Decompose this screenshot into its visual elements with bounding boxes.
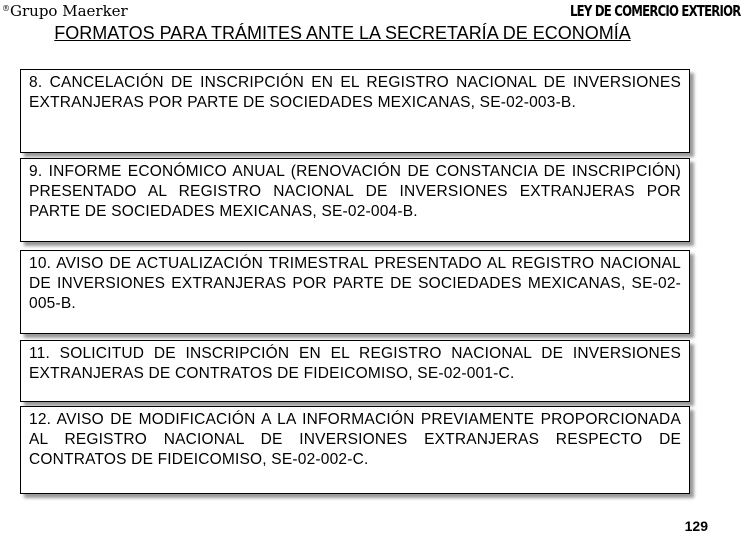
format-item-text: 10. AVISO DE ACTUALIZACIÓN TRIMESTRAL PRESENTADO AL REGISTRO NACIONAL DE INVERSIONES EXTRANJERAS POR PARTE DE SOCIEDADES MEXICANAS, SE-02-005-B. <box>29 255 681 312</box>
brand-logo <box>2 2 128 20</box>
format-item-9 <box>20 158 690 242</box>
page-title: FORMATOS PARA TRÁMITES ANTE LA SECRETARÍA DE ECONOMÍA <box>54 23 631 43</box>
registered-mark: ® <box>2 4 10 13</box>
brand-name: Grupo Maerker <box>10 2 128 20</box>
format-item-text: 12. AVISO DE MODIFICACIÓN A LA INFORMACIÓN PREVIAMENTE PROPORCIONADA AL REGISTRO NACIONAL DE INVERSIONES EXTRANJERAS RESPECTO DE CONTRATOS DE FIDEICOMISO, SE-02-002-C. <box>29 411 681 468</box>
format-item-text: 8. CANCELACIÓN DE INSCRIPCIÓN EN EL REGISTRO NACIONAL DE INVERSIONES EXTRANJERAS POR PARTE DE SOCIEDADES MEXICANAS, SE-02-003-B. <box>29 74 681 111</box>
law-logo: LEY DE COMERCIO EXTERIOR <box>570 2 741 20</box>
format-item-10 <box>20 250 690 334</box>
format-item-11 <box>20 340 690 402</box>
format-item-text: 9. INFORME ECONÓMICO ANUAL (RENOVACIÓN DE CONSTANCIA DE INSCRIPCIÓN) PRESENTADO AL REGISTRO NACIONAL DE INVERSIONES EXTRANJERAS POR PARTE DE SOCIEDADES MEXICANAS, SE-02-004-B. <box>29 163 681 220</box>
format-item-8 <box>20 69 690 153</box>
format-item-text: 11. SOLICITUD DE INSCRIPCIÓN EN EL REGISTRO NACIONAL DE INVERSIONES EXTRANJERAS DE CONTRATOS DE FIDEICOMISO, SE-02-001-C. <box>29 345 681 382</box>
page-number: 129 <box>684 518 708 534</box>
format-item-12 <box>20 406 690 494</box>
